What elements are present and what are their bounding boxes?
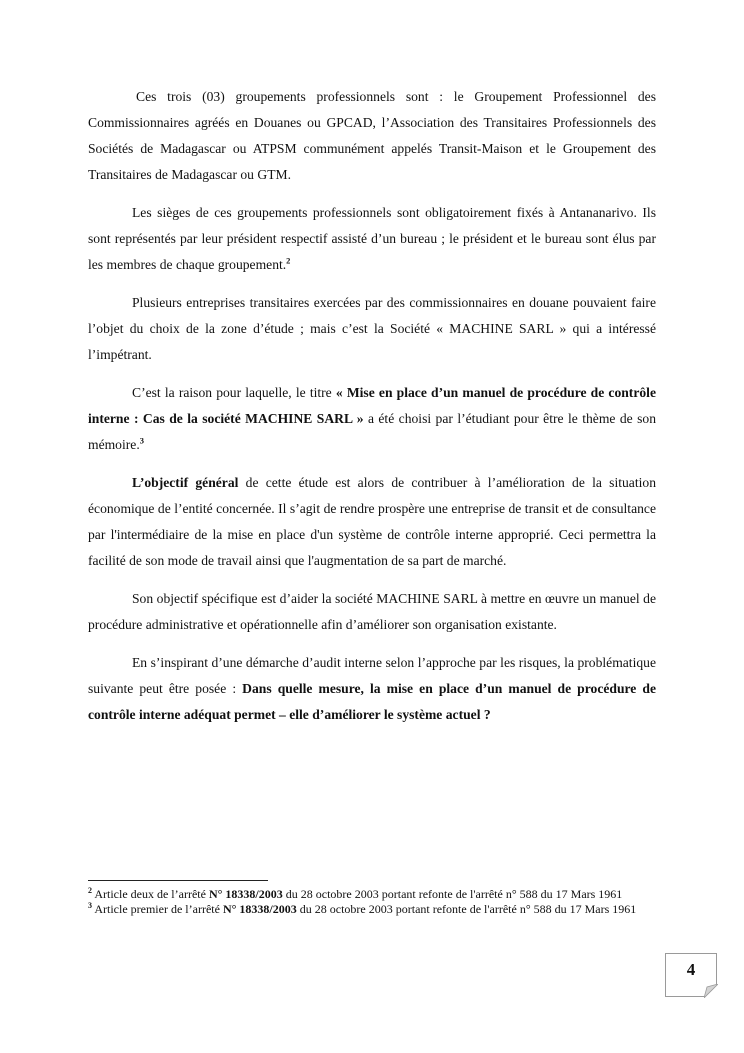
footnote-3 bbox=[88, 902, 656, 917]
paragraph-objectif-specifique bbox=[88, 586, 656, 638]
problematique-question: Dans quelle mesure, la mise en place d’un manuel de procédure de contrôle interne adéquat permet – elle d’améliorer le système actuel ? bbox=[88, 681, 656, 722]
paragraph-entreprises bbox=[88, 290, 656, 368]
paragraph-sieges bbox=[88, 200, 656, 278]
footnotes bbox=[88, 887, 656, 917]
page-number: 4 bbox=[686, 960, 696, 979]
paragraph-text: C’est la raison pour laquelle, le titre bbox=[132, 385, 336, 400]
paragraph-text: En s’inspirant d’une démarche d’audit interne selon l’approche par les risques, la problématique suivante peut être posée : bbox=[88, 655, 656, 696]
page-number-box bbox=[665, 953, 717, 997]
footnote-decree-number: N° 18338/2003 bbox=[222, 902, 297, 916]
objectif-general-label: L’objectif général bbox=[132, 475, 239, 490]
document-body bbox=[88, 84, 656, 740]
footnote-separator bbox=[88, 880, 268, 881]
paragraph-titre bbox=[88, 380, 656, 458]
footnote-number: 3 bbox=[88, 901, 92, 910]
footnote-text: Article deux de l’arrêté bbox=[92, 887, 209, 901]
footnote-text: du 28 octobre 2003 portant refonte de l'arrêté n° 588 du 17 Mars 1961 bbox=[296, 902, 637, 916]
paragraph-text: Plusieurs entreprises transitaires exercées par des commissionnaires en douane pouvaient faire l’objet du choix de la zone d’étude ; mais c’est la Société « MACHINE SARL » qui a intéressé l’impétrant. bbox=[88, 295, 656, 362]
paragraph-text: Ces trois (03) groupements professionnels sont : le Groupement Professionnel des Commissionnaires agréés en Douanes ou GPCAD, l’Association des Transitaires Professionnels des Sociétés de Madagascar ou ATPSM communément appelés Transit-Maison et le Groupement des Transitaires de Madagascar ou GTM. bbox=[88, 89, 656, 182]
footnote-ref-3[interactable]: 3 bbox=[139, 435, 144, 446]
paragraph-problematique bbox=[88, 650, 656, 728]
footnote-text: Article premier de l’arrêté bbox=[92, 902, 223, 916]
footnote-text: du 28 octobre 2003 portant refonte de l'arrêté n° 588 du 17 Mars 1961 bbox=[282, 887, 623, 901]
footnote-ref-2[interactable]: 2 bbox=[286, 255, 291, 266]
footnote-number: 2 bbox=[88, 886, 92, 895]
paragraph-text: Les sièges de ces groupements professionnels sont obligatoirement fixés à Antananarivo. Ils sont représentés par leur président respectif assisté d’un bureau ; le président et le bureau sont élus par les membres de chaque groupement. bbox=[88, 205, 656, 272]
paragraph-groupements bbox=[88, 84, 656, 188]
footnote-decree-number: N° 18338/2003 bbox=[208, 887, 283, 901]
footnote-2 bbox=[88, 887, 656, 902]
page-curl-icon bbox=[704, 984, 718, 998]
thesis-title: « Mise en place d’un manuel de procédure de contrôle interne : Cas de la société MACHINE SARL » bbox=[88, 385, 656, 426]
paragraph-text: a été choisi par l’étudiant pour être le thème de son mémoire. bbox=[88, 411, 656, 452]
paragraph-objectif-general bbox=[88, 470, 656, 574]
paragraph-text: Son objectif spécifique est d’aider la société MACHINE SARL à mettre en œuvre un manuel de procédure administrative et opérationnelle afin d’améliorer son organisation existante. bbox=[88, 591, 656, 632]
paragraph-text: de cette étude est alors de contribuer à l’amélioration de la situation économique de l’entité concernée. Il s’agit de rendre prospère une entreprise de transit et de consultance par l'intermédiaire de la mise en place d'un système de contrôle interne approprié. Ceci permettra la facilité de son mode de travail ainsi que l'augmentation de sa part de marché. bbox=[88, 475, 656, 568]
